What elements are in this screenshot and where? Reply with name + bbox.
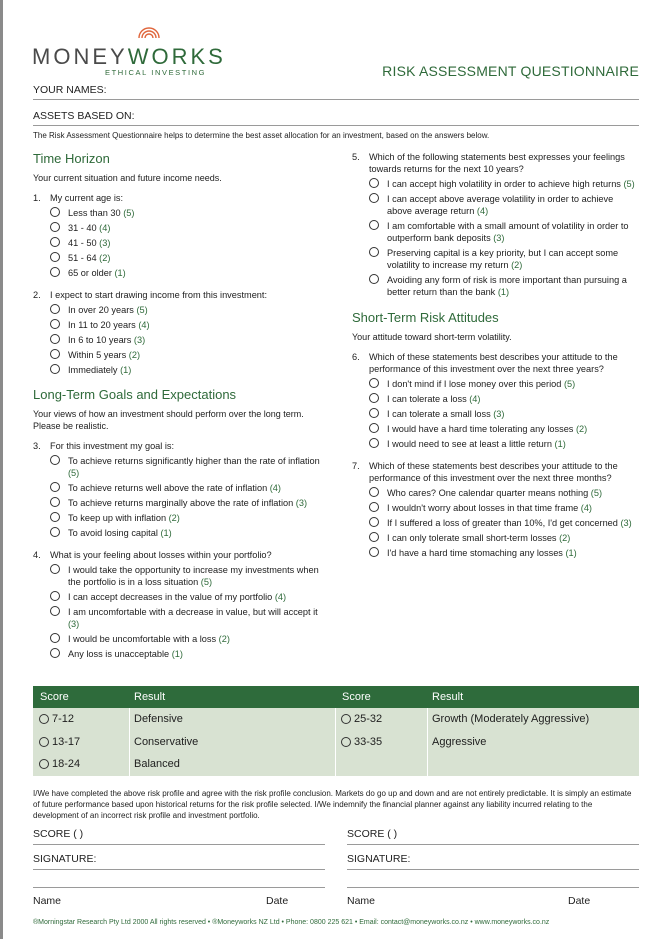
date-label-right: Date (568, 895, 591, 907)
answer-score: (4) (274, 592, 287, 602)
answer-label: 65 or older (68, 268, 112, 278)
question-text (33, 192, 323, 204)
answer-score: (2) (559, 533, 571, 543)
answer-score: (3) (133, 335, 146, 345)
radio-icon[interactable] (369, 378, 379, 388)
answer-score: (4) (476, 206, 489, 216)
radio-icon[interactable] (50, 512, 60, 522)
answer-label: In 6 to 10 years (68, 335, 132, 345)
answer-text (68, 237, 323, 249)
radio-icon[interactable] (50, 564, 60, 574)
radio-icon[interactable] (39, 759, 49, 769)
question-7 (352, 460, 640, 559)
answer-option[interactable] (352, 393, 640, 405)
radio-icon[interactable] (50, 237, 60, 247)
radio-icon[interactable] (369, 178, 379, 188)
question-2 (33, 289, 323, 376)
answer-score: (2) (168, 513, 180, 523)
score-option-33-35[interactable]: 33-35 (341, 731, 427, 754)
answer-option[interactable] (33, 222, 323, 234)
answer-option[interactable] (33, 364, 323, 376)
answer-option[interactable] (352, 502, 640, 514)
section-title-time-horizon: Time Horizon (33, 151, 110, 166)
answer-score: (3) (493, 409, 505, 419)
name-line-left (33, 887, 325, 888)
answer-option[interactable] (33, 648, 323, 660)
radio-icon[interactable] (369, 274, 379, 284)
answer-label: Within 5 years (68, 350, 127, 360)
answer-label: I can only tolerate small short-term losses (387, 533, 557, 543)
logo-arcs-icon (136, 20, 162, 40)
name-label-right: Name (347, 895, 376, 907)
radio-icon[interactable] (50, 267, 60, 277)
radio-icon[interactable] (50, 591, 60, 601)
answer-option[interactable] (33, 591, 323, 603)
question-5 (352, 151, 640, 298)
question-number: 3. (33, 441, 41, 451)
answer-text (387, 393, 640, 405)
answer-option[interactable] (352, 423, 640, 435)
radio-icon[interactable] (341, 714, 351, 724)
answer-label: I would be uncomfortable with a loss (68, 634, 217, 644)
score-option-7-12[interactable]: 7-12 (39, 708, 129, 731)
question-text (33, 289, 323, 301)
disclaimer-text: I/We have completed the above risk profile and agree with the risk profile conclusion. Markets do go up and down and are not entirely predictable. It is simply an estimate of future performance based upon historical returns for the risk profile selected. I/We indemnify the financial planner against any liability incurred relating to the development of an incorrect risk profile and investment portfolio. (33, 789, 632, 820)
answer-score: (3) (493, 233, 505, 243)
answer-label: I'd have a hard time stomaching any losses (387, 548, 563, 558)
answer-option[interactable] (33, 304, 323, 316)
score-field-left[interactable]: SCORE ( ) (33, 828, 325, 845)
question-label: My current age is: (50, 193, 124, 203)
question-number: 2. (33, 290, 41, 300)
answer-score: (5) (68, 468, 80, 478)
answer-label: I wouldn't worry about losses in that time frame (387, 503, 579, 513)
section-title-long-term: Long-Term Goals and Expectations (33, 387, 237, 402)
signature-field-right[interactable]: SIGNATURE: (347, 853, 639, 870)
answer-text (387, 532, 640, 544)
answer-text (68, 304, 323, 316)
result-col-left (130, 708, 336, 776)
radio-icon[interactable] (369, 408, 379, 418)
answer-score: (5) (590, 488, 603, 498)
answer-option[interactable] (352, 438, 640, 450)
answer-text (68, 349, 323, 361)
radio-icon[interactable] (50, 497, 60, 507)
answer-text (68, 222, 323, 234)
answer-option[interactable] (352, 547, 640, 559)
question-number: 7. (352, 461, 360, 471)
answer-score: (4) (580, 503, 592, 513)
signature-field-left[interactable]: SIGNATURE: (33, 853, 325, 870)
answer-label: I would need to see at least a little return (387, 439, 552, 449)
answer-option[interactable] (33, 334, 323, 346)
answer-score: (5) (123, 208, 135, 218)
radio-icon[interactable] (369, 547, 379, 557)
question-4 (33, 549, 323, 660)
answer-score: (1) (120, 365, 132, 375)
radio-icon[interactable] (369, 393, 379, 403)
radio-icon[interactable] (369, 487, 379, 497)
answer-label: To keep up with inflation (68, 513, 167, 523)
answer-score: (5) (623, 179, 635, 189)
answer-text (68, 267, 323, 279)
answer-label: I can accept above average volatility in order to achieve above average return (387, 194, 614, 216)
answer-score: (4) (269, 483, 281, 493)
answer-score: (3) (99, 238, 111, 248)
name-line-right (347, 887, 639, 888)
answer-label: Who cares? One calendar quarter means nothing (387, 488, 589, 498)
radio-icon[interactable] (369, 220, 379, 230)
result-col-right (428, 708, 639, 776)
question-label: What is your feeling about losses within your portfolio? (50, 550, 272, 560)
answer-option[interactable] (352, 220, 640, 244)
answer-score: (1) (171, 649, 183, 659)
answer-option[interactable] (352, 247, 640, 271)
answer-text (68, 334, 323, 346)
question-text (352, 460, 640, 484)
result-growth: Growth (Moderately Aggressive) (432, 713, 590, 726)
name-label-left: Name (33, 895, 62, 907)
answer-text (387, 378, 640, 390)
radio-icon[interactable] (50, 455, 60, 465)
answer-text (68, 591, 323, 603)
header-result-right: Result (432, 691, 464, 703)
answer-label: I can tolerate a small loss (387, 409, 491, 419)
answer-score: (1) (160, 528, 172, 538)
answer-score: (4) (469, 394, 481, 404)
answer-score: (1) (565, 548, 577, 558)
answer-option[interactable] (33, 237, 323, 249)
answer-label: To achieve returns well above the rate of inflation (68, 483, 268, 493)
score-table-body (33, 708, 639, 776)
radio-icon[interactable] (50, 304, 60, 314)
answer-option[interactable] (352, 517, 640, 529)
radio-icon[interactable] (50, 648, 60, 658)
radio-icon[interactable] (50, 606, 60, 616)
question-number: 6. (352, 352, 360, 362)
answer-text (68, 512, 323, 524)
answer-option[interactable] (33, 455, 323, 479)
answer-score: (2) (511, 260, 523, 270)
answer-label: Preserving capital is a key priority, but I can accept some volatility to increase my return (387, 248, 619, 270)
radio-icon[interactable] (50, 319, 60, 329)
answer-option[interactable] (352, 378, 640, 390)
answer-text (68, 207, 323, 219)
answer-label: 41 - 50 (68, 238, 97, 248)
answer-option[interactable] (352, 487, 640, 499)
question-label: I expect to start drawing income from this investment: (50, 290, 268, 300)
answer-option[interactable] (352, 532, 640, 544)
answer-option[interactable] (33, 527, 323, 539)
answer-text (387, 193, 640, 217)
answer-option[interactable] (33, 252, 323, 264)
answer-option[interactable] (33, 267, 323, 279)
answer-option[interactable] (352, 408, 640, 420)
answer-score: (5) (563, 379, 576, 389)
answer-score: (4) (138, 320, 150, 330)
section-desc-time-horizon: Your current situation and future income needs. (33, 173, 222, 183)
question-text (33, 440, 323, 452)
answer-text (68, 606, 323, 630)
score-field-right[interactable]: SCORE ( ) (347, 828, 639, 845)
question-number: 1. (33, 193, 41, 203)
answer-option[interactable] (352, 274, 640, 298)
answer-label: Avoiding any form of risk is more important than pursuing a better return than the bank (387, 275, 627, 297)
score-option-13-17[interactable]: 13-17 (39, 731, 129, 754)
radio-icon[interactable] (369, 532, 379, 542)
answer-score: (5) (200, 577, 213, 587)
answer-label: Immediately (68, 365, 118, 375)
radio-icon[interactable] (369, 502, 379, 512)
left-column (33, 151, 323, 663)
answer-label: 51 - 64 (68, 253, 97, 263)
footer-text: ®Morningstar Research Pty Ltd 2000 All rights reserved • ®Moneyworks NZ Ltd • Phone: 0800 225 621 • Email: contact@moneyworks.co.nz • www.moneyworks.co.nz (33, 919, 550, 926)
answer-text (68, 527, 323, 539)
radio-icon[interactable] (50, 334, 60, 344)
radio-icon[interactable] (369, 423, 379, 433)
names-field[interactable]: YOUR NAMES: (33, 84, 639, 100)
answer-text (387, 423, 640, 435)
answer-text (387, 408, 640, 420)
question-label: Which of the following statements best expresses your feelings towards returns for the next 10 years? (369, 152, 625, 174)
answer-text (387, 487, 640, 499)
section-desc-long-term: Your views of how an investment should perform over the long term. Please be realistic. (33, 409, 304, 431)
answer-score: (2) (218, 634, 230, 644)
radio-icon[interactable] (50, 207, 60, 217)
score-table-header (33, 686, 639, 708)
score-col-left (33, 708, 130, 776)
question-1 (33, 192, 323, 279)
answer-label: I don't mind if I lose money over this period (387, 379, 562, 389)
question-3 (33, 440, 323, 539)
answer-text (68, 319, 323, 331)
answer-score: (1) (554, 439, 566, 449)
answer-text (68, 482, 323, 494)
answer-text (387, 438, 640, 450)
logo-wordmark: MONEYWORKS (32, 44, 226, 69)
radio-icon[interactable] (39, 714, 49, 724)
answer-text (387, 220, 640, 244)
result-defensive: Defensive (134, 713, 183, 726)
answer-label: I am uncomfortable with a decrease in value, but will accept it (68, 607, 318, 617)
answer-label: I am comfortable with a small amount of volatility in order to outperform bank deposits (387, 221, 629, 243)
question-text (33, 549, 323, 561)
page-edge (0, 0, 3, 939)
score-table (33, 686, 639, 776)
radio-icon[interactable] (341, 737, 351, 747)
document-title: RISK ASSESSMENT QUESTIONNAIRE (382, 63, 639, 79)
answer-score: (2) (99, 253, 111, 263)
answer-text (387, 517, 640, 529)
answer-text (68, 252, 323, 264)
date-label-left: Date (266, 895, 289, 907)
answer-option[interactable] (33, 633, 323, 645)
answer-label: Any loss is unacceptable (68, 649, 170, 659)
section-title-short-term: Short-Term Risk Attitudes (352, 310, 499, 325)
answer-option[interactable] (33, 349, 323, 361)
answer-option[interactable] (33, 482, 323, 494)
header-result-left: Result (134, 691, 166, 703)
radio-icon[interactable] (369, 247, 379, 257)
score-option-25-32[interactable]: 25-32 (341, 708, 427, 731)
answer-option[interactable] (33, 319, 323, 331)
answer-label: To achieve returns marginally above the rate of inflation (68, 498, 294, 508)
answer-score: (2) (575, 424, 588, 434)
answer-text (68, 497, 323, 509)
section-desc-short-term: Your attitude toward short-term volatility. (352, 332, 512, 342)
question-label: For this investment my goal is: (50, 441, 175, 451)
answer-text (387, 547, 640, 559)
result-balanced: Balanced (134, 758, 180, 771)
radio-icon[interactable] (50, 252, 60, 262)
answer-label: In 11 to 20 years (68, 320, 136, 330)
score-option-18-24[interactable]: 18-24 (39, 753, 129, 776)
answer-text (68, 455, 323, 479)
question-text (352, 151, 640, 175)
radio-icon[interactable] (50, 364, 60, 374)
radio-icon[interactable] (50, 482, 60, 492)
answer-score: (5) (136, 305, 148, 315)
question-text (352, 351, 640, 375)
answer-score: (3) (295, 498, 308, 508)
answer-text (387, 178, 640, 190)
intro-text: The Risk Assessment Questionnaire helps to determine the best asset allocation for an investment, based on the answers below. (33, 131, 490, 140)
radio-icon[interactable] (39, 737, 49, 747)
answer-label: I can accept decreases in the value of my portfolio (68, 592, 273, 602)
question-label: Which of these statements best describes your attitude to the performance of this investment over the next three months? (369, 461, 618, 483)
radio-icon[interactable] (50, 349, 60, 359)
radio-icon[interactable] (369, 517, 379, 527)
answer-option[interactable] (352, 193, 640, 217)
answer-text (387, 247, 640, 271)
logo-tagline: ETHICAL INVESTING (105, 68, 207, 77)
question-label: Which of these statements best describes your attitude to the performance of this investment over the next three years? (369, 352, 618, 374)
answer-text (68, 633, 323, 645)
answer-option[interactable] (352, 178, 640, 190)
question-number: 4. (33, 550, 41, 560)
answer-text (68, 364, 323, 376)
answer-label: In over 20 years (68, 305, 134, 315)
answer-option[interactable] (33, 497, 323, 509)
answer-label: Less than 30 (68, 208, 121, 218)
answer-label: To avoid losing capital (68, 528, 158, 538)
answer-label: 31 - 40 (68, 223, 97, 233)
question-6 (352, 351, 640, 450)
answer-option[interactable] (33, 606, 323, 630)
radio-icon[interactable] (50, 633, 60, 643)
answer-score: (1) (114, 268, 126, 278)
radio-icon[interactable] (369, 438, 379, 448)
answer-label: To achieve returns significantly higher than the rate of inflation (68, 456, 320, 466)
result-aggressive: Aggressive (432, 735, 487, 748)
answer-score: (2) (128, 350, 141, 360)
radio-icon[interactable] (369, 193, 379, 203)
answer-label: If I suffered a loss of greater than 10%, I'd get concerned (387, 518, 618, 528)
answer-score: (3) (620, 518, 632, 528)
answer-label: I can tolerate a loss (387, 394, 467, 404)
header-score-left: Score (40, 691, 69, 703)
score-col-right (336, 708, 428, 776)
answer-option[interactable] (33, 512, 323, 524)
answer-option[interactable] (33, 207, 323, 219)
answer-score: (4) (99, 223, 111, 233)
radio-icon[interactable] (50, 222, 60, 232)
header-score-right: Score (342, 691, 371, 703)
answer-score: (3) (68, 619, 80, 629)
answer-label: I would have a hard time tolerating any losses (387, 424, 574, 434)
radio-icon[interactable] (50, 527, 60, 537)
right-column (352, 151, 640, 562)
answer-text (387, 274, 640, 298)
assets-field[interactable]: ASSETS BASED ON: (33, 110, 639, 126)
answer-label: I can accept high volatility in order to achieve high returns (387, 179, 621, 189)
answer-text (68, 648, 323, 660)
answer-score: (1) (497, 287, 510, 297)
answer-option[interactable] (33, 564, 323, 588)
answer-label: I would take the opportunity to increase my investments when the portfolio is in a loss situation (68, 565, 319, 587)
question-number: 5. (352, 152, 360, 162)
answer-text (68, 564, 323, 588)
answer-text (387, 502, 640, 514)
result-conservative: Conservative (134, 735, 199, 748)
